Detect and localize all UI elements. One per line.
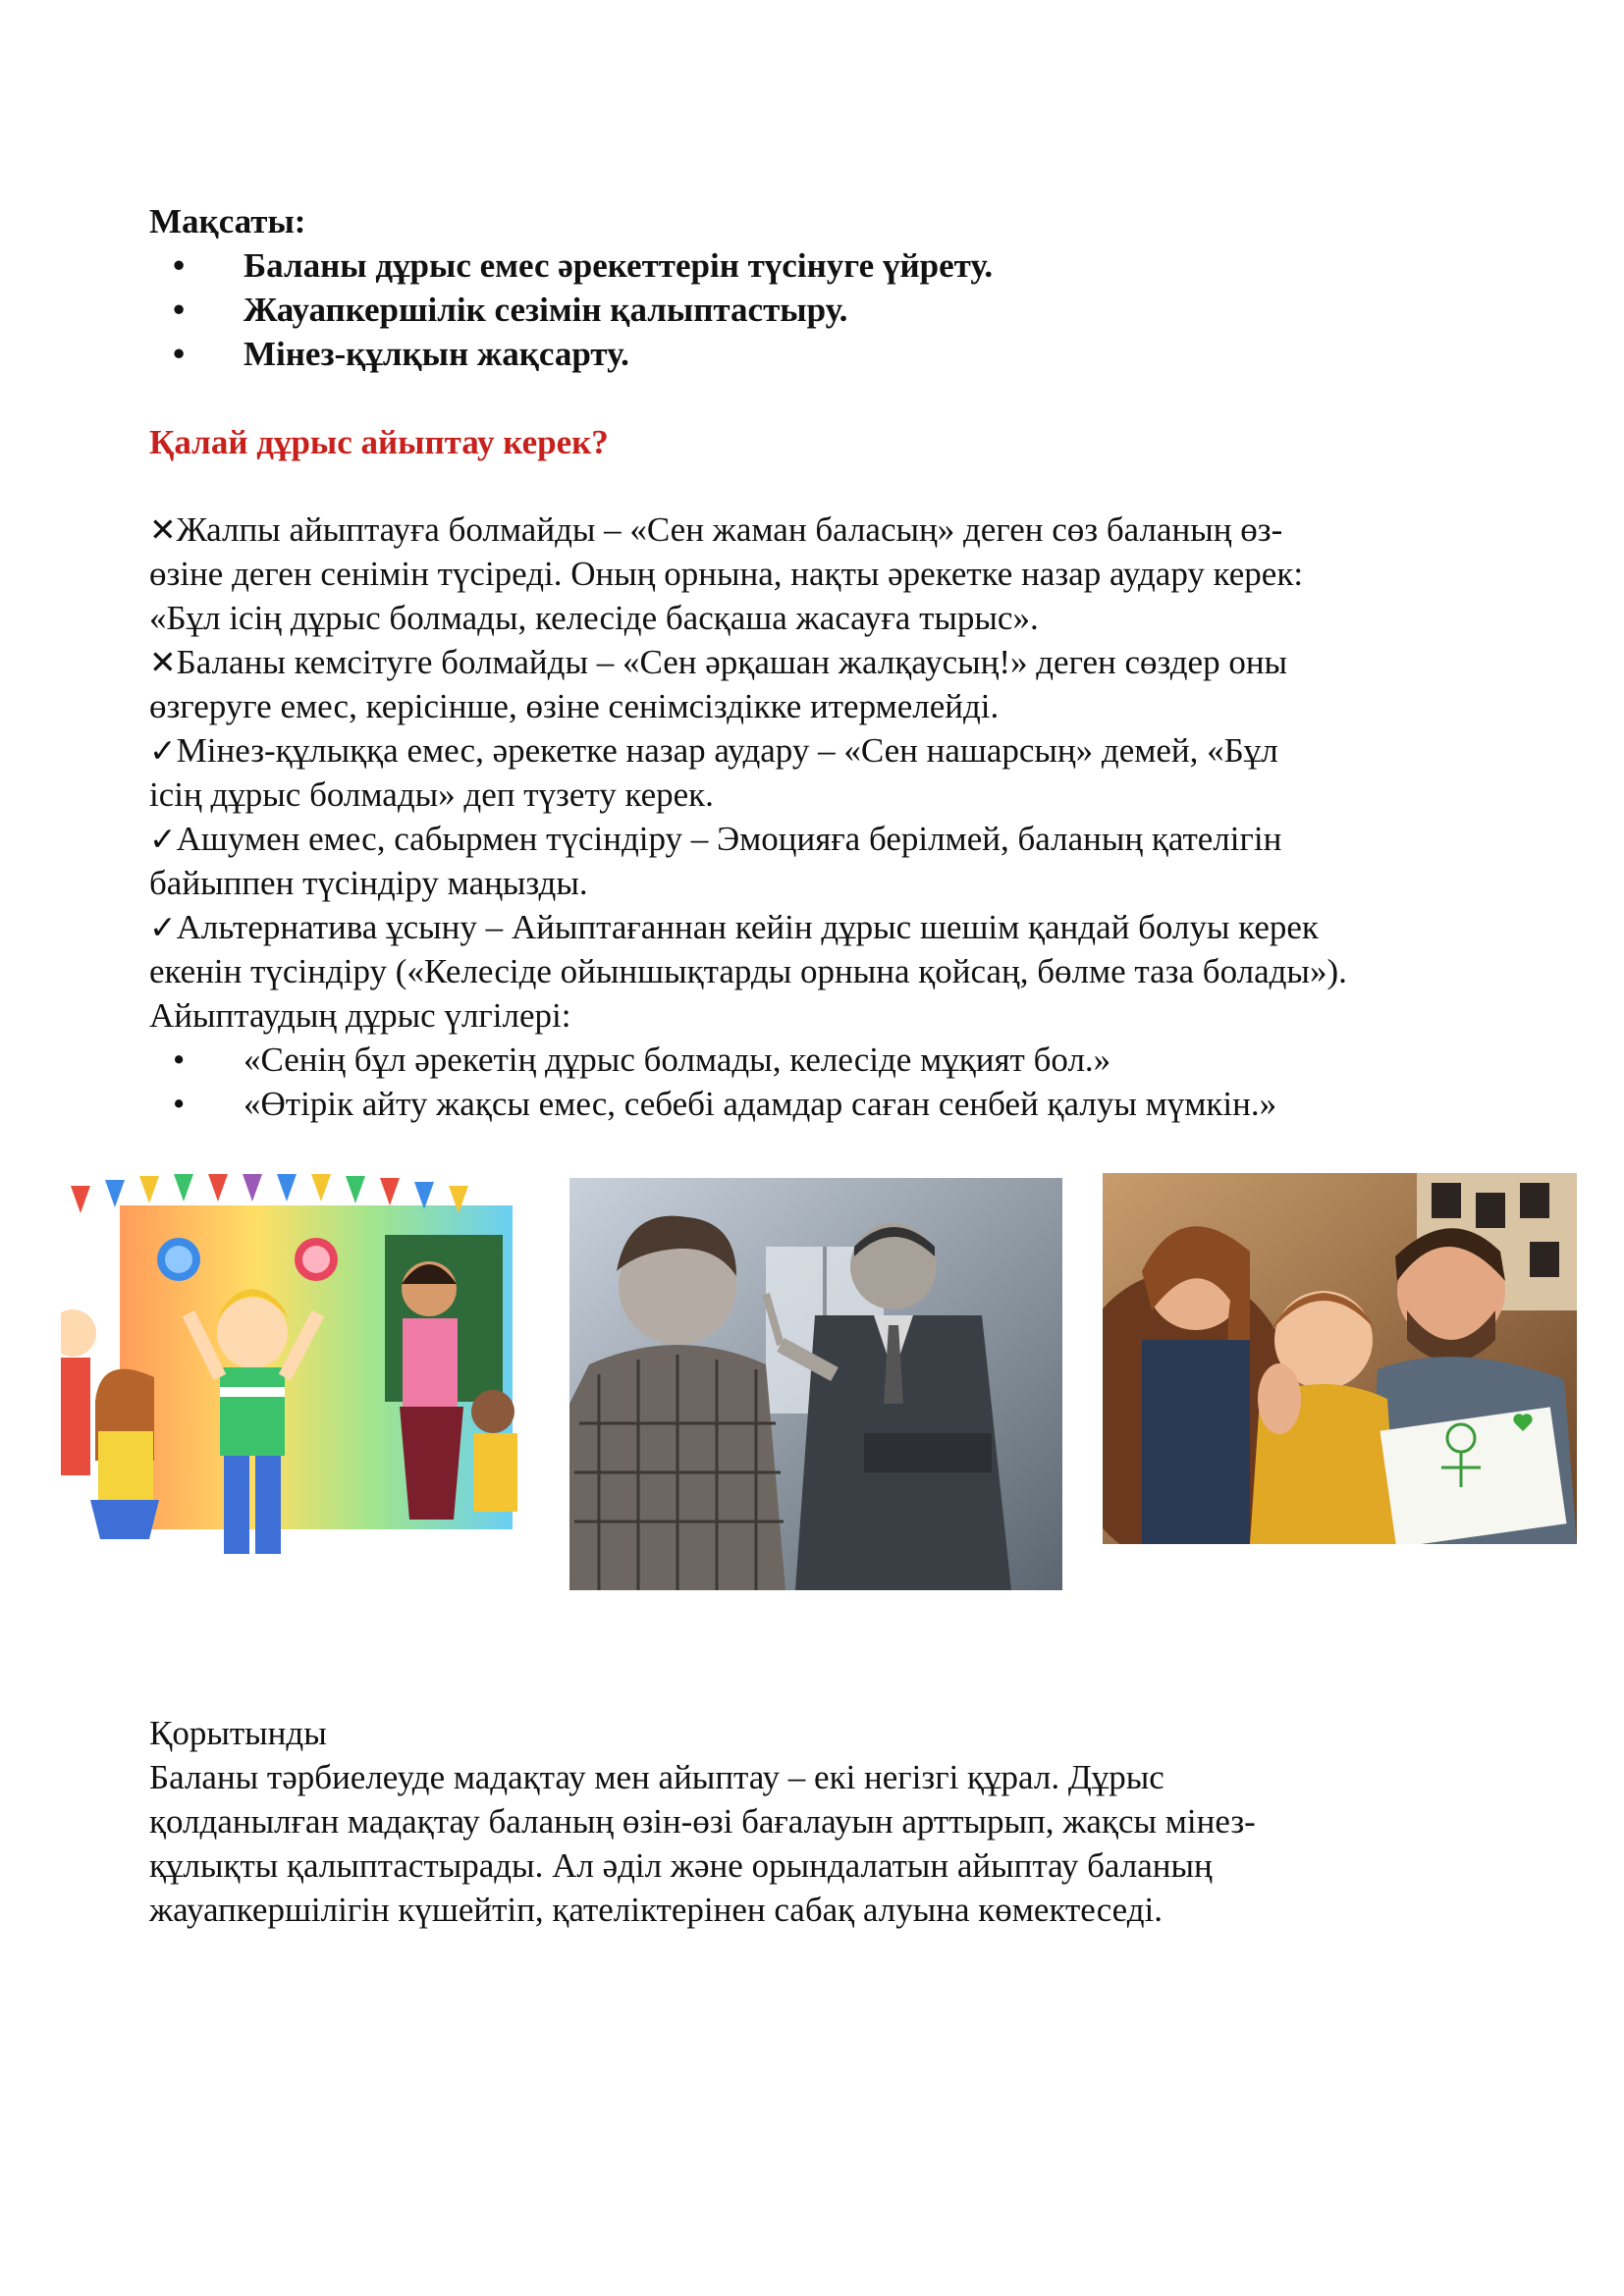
rule-line: байыппен түсіндіру маңызды. — [149, 864, 588, 902]
rule-line: Мінез-құлыққа емес, әрекетке назар аудару – «Сен нашарсың» демей, «Бұл — [176, 731, 1278, 770]
goals-section — [149, 199, 1504, 376]
rule-item — [149, 640, 1504, 728]
goal-text: Мінез-құлқын жақсарту. — [244, 335, 629, 373]
praised-child-illustration — [61, 1166, 522, 1590]
howto-section — [149, 507, 1504, 1126]
goals-heading: Мақсаты: — [149, 202, 306, 240]
scolded-boy-illustration — [569, 1178, 1062, 1590]
conclusion-line: жауапкершілігін күшейтіп, қателіктерінен сабақ алуына көмектеседі. — [149, 1891, 1164, 1929]
cross-icon: ✕ — [149, 643, 177, 681]
conclusion-line: қолданылған мадақтау баланың өзін-өзі бағалауын арттырып, жақсы мінез- — [149, 1802, 1256, 1841]
example-text: «Өтірік айту жақсы емес, себебі адамдар саған сенбей қалуы мүмкін.» — [244, 1085, 1277, 1123]
rule-line: Альтернатива ұсыну – Айыптағаннан кейін дұрыс шешім қандай болуы керек — [176, 908, 1319, 946]
conclusion-line: Баланы тәрбиелеуде мадақтау мен айыптау – екі негізгі құрал. Дұрыс — [149, 1758, 1164, 1796]
rule-line: «Бұл ісің дұрыс болмады, келесіде басқаша жасауға тырыс». — [149, 599, 1039, 637]
example-item — [149, 1082, 1504, 1126]
rule-line: екенін түсіндіру («Келесіде ойыншықтарды орнына қойсаң, бөлме таза болады»). — [149, 952, 1347, 990]
goal-text: Баланы дұрыс емес әрекеттерін түсінуге үйрету. — [244, 246, 994, 285]
rule-line: ісің дұрыс болмады» деп түзету керек. — [149, 775, 714, 814]
rule-line: өзгеруге емес, керісінше, өзіне сенімсіздікке итермелейді. — [149, 687, 1000, 725]
example-text: «Сенің бұл әрекетің дұрыс болмады, келесіде мұқият бол.» — [244, 1041, 1111, 1079]
goal-text: Жауапкершілік сезімін қалыптастыру. — [244, 291, 848, 329]
conclusion-heading: Қорытынды — [149, 1714, 327, 1752]
conclusion-section — [149, 1711, 1504, 1932]
check-icon: ✓ — [149, 820, 177, 858]
cross-icon: ✕ — [149, 510, 177, 549]
rule-line: өзіне деген сенімін түсіреді. Оның орнына, нақты әрекетке назар аудару керек: — [149, 555, 1304, 593]
bullet: • — [173, 1085, 186, 1123]
example-item — [149, 1038, 1504, 1082]
rule-line: Ашумен емес, сабырмен түсіндіру – Эмоцияға берілмей, баланың қателігін — [176, 820, 1282, 858]
examples-heading: Айыптаудың дұрыс үлгілері: — [149, 996, 571, 1035]
goal-item — [149, 243, 1504, 288]
rule-item — [149, 905, 1504, 993]
goal-item — [149, 288, 1504, 332]
rule-line: Жалпы айыптауға болмайды – «Сен жаман баласың» деген сөз баланың өз- — [176, 510, 1283, 549]
bullet: • — [173, 291, 186, 329]
check-icon: ✓ — [149, 731, 177, 770]
rule-item — [149, 507, 1504, 640]
bullet: • — [173, 335, 186, 373]
howto-heading: Қалай дұрыс айыптау керек? — [149, 423, 609, 461]
goal-item — [149, 332, 1504, 376]
happy-family-drawing-photo — [1103, 1173, 1577, 1544]
conclusion-line: құлықты қалыптастырады. Ал әділ және орындалатын айыптау баланың — [149, 1846, 1213, 1885]
rule-item — [149, 817, 1504, 905]
bullet: • — [173, 246, 186, 285]
rule-line: Баланы кемсітуге болмайды – «Сен әрқашан жалқаусың!» деген сөздер оны — [176, 643, 1288, 681]
check-icon: ✓ — [149, 908, 177, 946]
bullet: • — [173, 1041, 186, 1079]
rule-item — [149, 728, 1504, 817]
